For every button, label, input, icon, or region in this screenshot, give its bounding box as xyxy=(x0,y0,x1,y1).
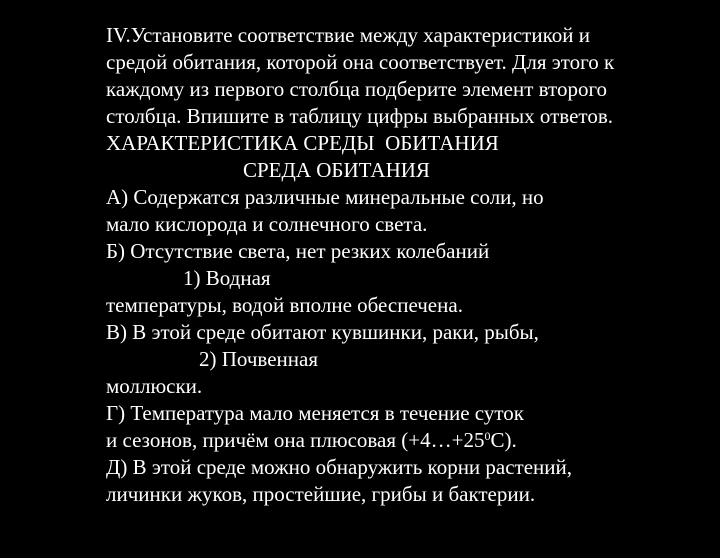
item-b-line-2: температуры, водой вполне обеспечена. xyxy=(106,293,463,317)
option-1-aquatic: 1) Водная xyxy=(183,266,271,290)
item-d-line-2: личинки жуков, простейшие, грибы и бактерии. xyxy=(106,482,536,506)
item-d-line-1: Д) В этой среде можно обнаружить корни растений, xyxy=(106,455,573,479)
item-g-line-2 xyxy=(106,427,706,454)
task-intro-line-3: каждому из первого столбца подберите элемент второго xyxy=(106,77,608,101)
item-b-line-1: Б) Отсутствие света, нет резких колебаний xyxy=(106,239,490,263)
task-intro-line-2: средой обитания, которой она соответствует. Для этого к xyxy=(106,50,615,74)
item-a-line-2: мало кислорода и солнечного света. xyxy=(106,212,428,236)
column-header-habitat: СРЕДА ОБИТАНИЯ xyxy=(243,158,430,182)
task-text xyxy=(106,22,706,508)
item-g-line-1: Г) Температура мало меняется в течение суток xyxy=(106,401,524,425)
option-2-soil: 2) Почвенная xyxy=(199,347,318,371)
item-g-line-2-text: и сезонов, причём она плюсовая (+4…+25 xyxy=(106,428,485,452)
degree-superscript: 0 xyxy=(484,429,491,443)
task-intro-line-1: IV.Установите соответствие между характеристикой и xyxy=(106,23,590,47)
column-header-characteristic: ХАРАКТЕРИСТИКА СРЕДЫ ОБИТАНИЯ xyxy=(106,131,499,155)
item-v-line-2: моллюски. xyxy=(106,374,203,398)
task-intro-line-4: столбца. Впишите в таблицу цифры выбранных ответов. xyxy=(106,104,613,128)
item-g-line-2-end: С). xyxy=(490,428,517,452)
item-a-line-1: А) Содержатся различные минеральные соли, но xyxy=(106,185,544,209)
item-v-line-1: В) В этой среде обитают кувшинки, раки, рыбы, xyxy=(106,320,539,344)
